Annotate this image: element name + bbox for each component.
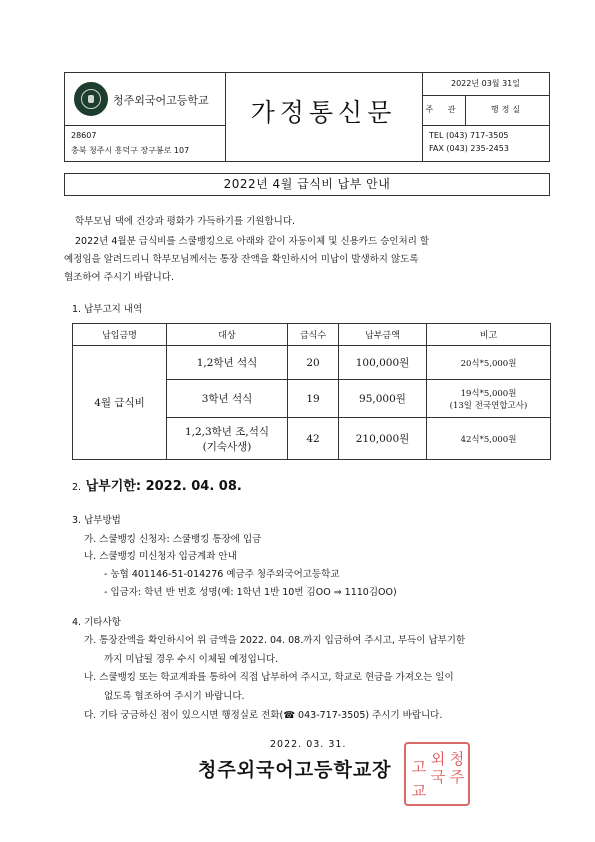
target-cell: 1,2학년 석식 [167, 346, 288, 380]
intro-line: 학부모님 댁에 건강과 평화가 가득하기를 기원합니다. [75, 216, 296, 227]
list-item: 가. 통장잔액을 확인하시어 위 금액을 2022. 04. 08.까지 입금하여 주시고, 부득이 납부기한 [84, 635, 466, 646]
table-header: 납입금명 [73, 324, 167, 346]
list-item: 다. 기타 궁금하신 점이 있으시면 행정실로 전화(☎ 043-717-3505) 주시기 바랍니다. [84, 710, 443, 721]
school-name: 청주외국어고등학교 [113, 94, 209, 107]
issue-date: 2022년 03월 31일 [451, 79, 520, 88]
section-title: 4. 기타사항 [72, 617, 121, 628]
note-cell: 42식*5,000원 [427, 418, 551, 460]
list-item: 가. 스쿨뱅킹 신청자: 스쿨뱅킹 통장에 입금 [84, 534, 262, 545]
principal-signature: 청주외국어고등학교장 [198, 759, 392, 781]
count-cell: 20 [288, 346, 339, 380]
target-cell [167, 418, 288, 460]
amount-cell: 100,000원 [339, 346, 427, 380]
note-cell: 20식*5,000원 [427, 346, 551, 380]
list-item: - 농협 401146-51-014276 예금주 청주외국어고등학교 [104, 569, 340, 580]
section-number: 2. [72, 482, 82, 493]
list-item: 나. 스쿨뱅킹 또는 학교계좌를 통하여 직접 납부하여 주시고, 학교로 현금을 가져오는 일이 [84, 672, 454, 683]
fax: FAX (043) 235-2453 [429, 144, 509, 153]
amount-cell: 210,000원 [339, 418, 427, 460]
signature-date: 2022. 03. 31. [270, 739, 347, 750]
count-cell: 19 [288, 380, 339, 418]
intro-line: 협조하여 주시기 바랍니다. [64, 272, 175, 283]
deadline-value: 2022. 04. 08. [145, 479, 242, 494]
note-line: 19식*5,000원 [460, 388, 517, 399]
deadline-label: 납부기한: [85, 479, 142, 494]
zip-code: 28607 [71, 131, 97, 140]
list-item: 나. 스쿨뱅킹 미신청자 입금계좌 안내 [84, 551, 237, 562]
department: 행정실 [490, 105, 524, 114]
table-header: 급식수 [288, 324, 339, 346]
table-header: 대상 [167, 324, 288, 346]
letter-header [64, 72, 550, 162]
table-row [73, 346, 551, 380]
note-cell [427, 380, 551, 418]
count-cell: 42 [288, 418, 339, 460]
intro-line: 예정임을 알려드리니 학부모님께서는 통장 잔액을 확인하시어 미납이 발생하지 않도록 [64, 254, 419, 265]
payment-table [72, 323, 551, 460]
intro-line: 2022년 4월분 급식비를 스쿨뱅킹으로 아래와 같이 자동이체 및 신용카드 승인처리 할 [75, 236, 430, 247]
official-seal-icon: 청 외 주 국 고 교 [404, 742, 470, 806]
section-title: 1. 납부고지 내역 [72, 304, 143, 315]
list-item: 없도록 협조하여 주시기 바랍니다. [104, 691, 245, 702]
list-item: - 입금자: 학년 반 번호 성명(예: 1학년 1반 10번 김OO ⇒ 1110김OO) [104, 587, 397, 598]
category-cell: 4월 급식비 [73, 346, 167, 460]
table-header: 납부금액 [339, 324, 427, 346]
telephone: TEL (043) 717-3505 [429, 131, 509, 140]
payment-deadline [72, 475, 242, 494]
document-title: 가정통신문 [250, 98, 397, 127]
list-item: 까지 미납될 경우 수시 이체될 예정입니다. [104, 654, 279, 665]
juwan-label: 주 관 [425, 105, 462, 114]
target-cell: 3학년 석식 [167, 380, 288, 418]
school-address: 충북 청주시 흥덕구 장구봉로 107 [71, 146, 190, 155]
target-line: (기숙사생) [202, 440, 252, 453]
amount-cell: 95,000원 [339, 380, 427, 418]
table-header: 비고 [427, 324, 551, 346]
note-line: (13일 전국연합고사) [449, 400, 528, 411]
section-title: 3. 납부방법 [72, 515, 121, 526]
target-line: 1,2,3학년 조,석식 [184, 425, 270, 438]
school-emblem-icon [74, 82, 108, 116]
table-header-row [73, 324, 551, 346]
notice-banner: 2022년 4월 급식비 납부 안내 [64, 173, 550, 196]
